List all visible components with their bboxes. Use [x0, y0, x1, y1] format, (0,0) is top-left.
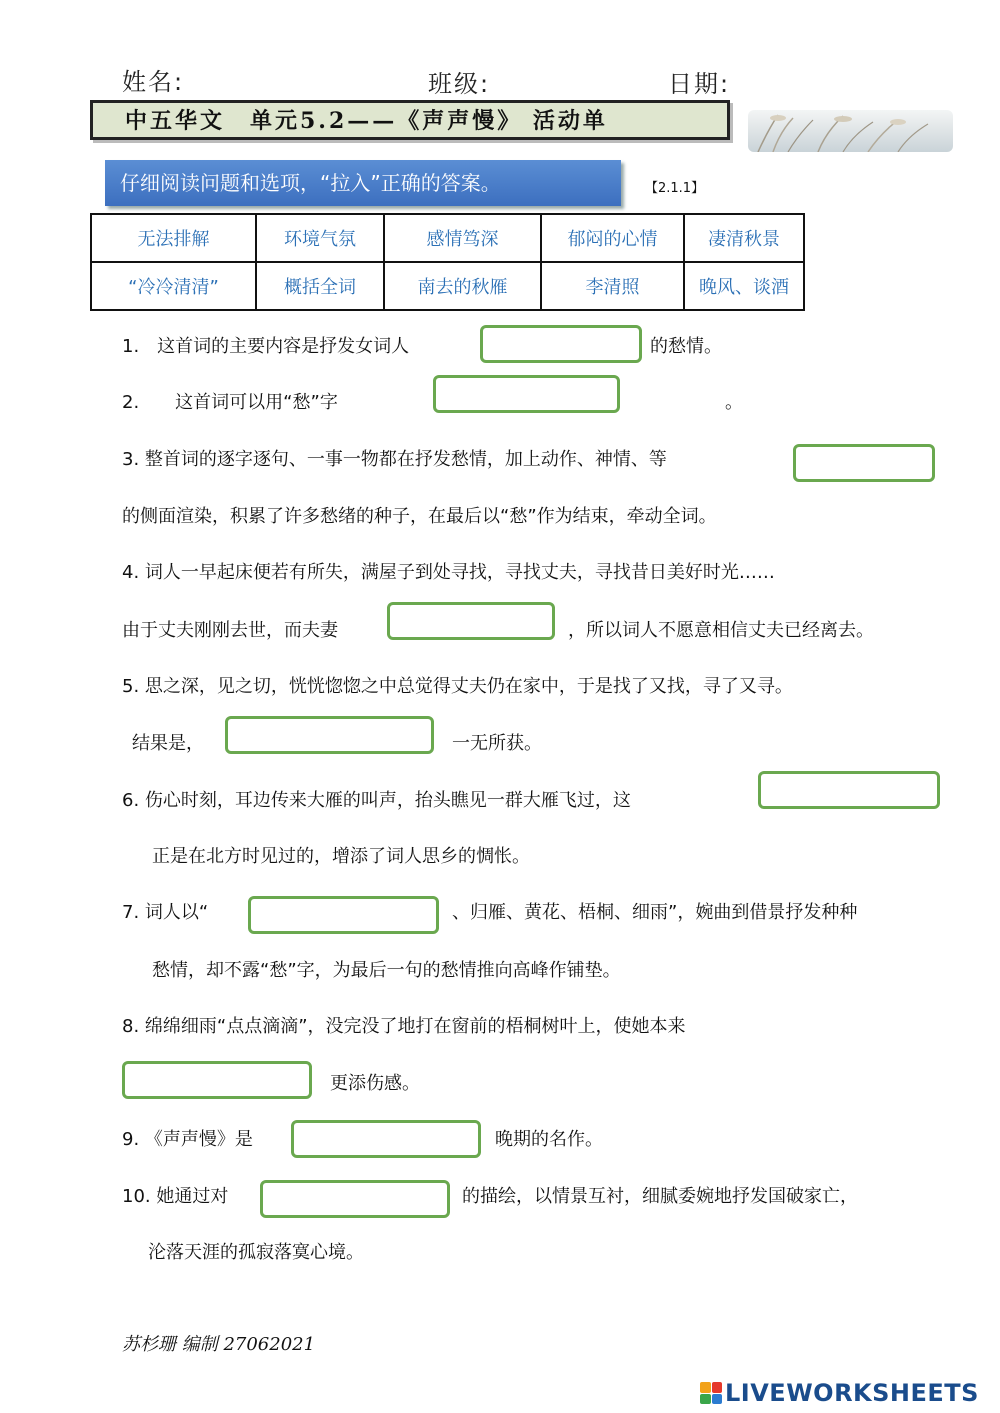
author-credit: 苏杉珊 编制 27062021 — [122, 1334, 316, 1355]
question-9-suffix: 晚期的名作。 — [495, 1129, 603, 1150]
answer-blank-1[interactable] — [480, 325, 642, 363]
date-label: 日期: — [668, 70, 731, 98]
page-title: 中五华文 单元5.2——《声声慢》 活动单 — [125, 108, 608, 134]
instruction-banner: 仔细阅读问题和选项，“拉入”正确的答案。 — [105, 160, 621, 206]
liveworksheets-logo-icon — [700, 1382, 722, 1404]
question-4-text: 4. 词人一早起床便若有所失，满屋子到处寻找，寻找丈夫，寻找昔日美好时光…… — [122, 562, 775, 583]
question-6-continuation: 正是在北方时见过的，增添了词人思乡的惆怅。 — [152, 846, 530, 867]
question-1-suffix: 的愁情。 — [650, 336, 722, 357]
option-item[interactable]: “冷冷清清” — [91, 262, 256, 310]
answer-blank-7[interactable] — [248, 896, 439, 934]
question-7-text: 7. 词人以“ — [122, 902, 209, 923]
liveworksheets-logo[interactable] — [700, 1378, 979, 1408]
question-10-continuation: 沦落天涯的孤寂落寞心境。 — [148, 1242, 364, 1263]
option-item[interactable]: 郁闷的心情 — [541, 214, 684, 262]
question-5-text: 5. 思之深，见之切，恍恍惚惚之中总觉得丈夫仍在家中，于是找了又找，寻了又寻。 — [122, 676, 793, 697]
question-5-line2: 结果是， — [132, 733, 204, 754]
option-item[interactable]: 李清照 — [541, 262, 684, 310]
reed-landscape-image — [748, 110, 953, 152]
answer-options-table — [90, 213, 805, 311]
option-item[interactable]: 概括全词 — [256, 262, 384, 310]
answer-blank-9[interactable] — [291, 1120, 481, 1158]
question-3-text: 3. 整首词的逐字逐句、一事一物都在抒发愁情，加上动作、神情、等 — [122, 449, 667, 470]
question-4-suffix: ，所以词人不愿意相信丈夫已经离去。 — [568, 620, 874, 641]
option-item[interactable]: 环境气氛 — [256, 214, 384, 262]
class-label: 班级: — [428, 70, 491, 98]
question-6-text: 6. 伤心时刻，耳边传来大雁的叫声，抬头瞧见一群大雁飞过，这 — [122, 790, 631, 811]
option-item[interactable]: 南去的秋雁 — [384, 262, 541, 310]
question-10-suffix: 的描绘，以情景互衬，细腻委婉地抒发国破家亡， — [462, 1186, 858, 1207]
answer-blank-2[interactable] — [433, 375, 620, 413]
question-4-line2: 由于丈夫刚刚去世，而夫妻 — [122, 620, 338, 641]
answer-blank-5[interactable] — [225, 716, 434, 754]
option-item[interactable]: 感情笃深 — [384, 214, 541, 262]
option-item[interactable]: 无法排解 — [91, 214, 256, 262]
name-label: 姓名: — [122, 68, 185, 96]
answer-blank-8[interactable] — [122, 1061, 312, 1099]
question-7-suffix: 、归雁、黄花、梧桐、细雨”，婉曲到借景抒发种种 — [452, 902, 858, 923]
question-2-text: 2. 这首词可以用“愁”字 — [122, 392, 338, 413]
question-1-text: 1. 这首词的主要内容是抒发女词人 — [122, 336, 410, 357]
question-10-text: 10. 她通过对 — [122, 1186, 229, 1207]
brand-name: LIVEWORKSHEETS — [725, 1379, 979, 1407]
question-5-suffix: 一无所获。 — [452, 733, 542, 754]
option-item[interactable]: 凄清秋景 — [684, 214, 804, 262]
answer-blank-4[interactable] — [387, 602, 555, 640]
question-8-text: 8. 绵绵细雨“点点滴滴”，没完没了地打在窗前的梧桐树叶上，使她本来 — [122, 1016, 686, 1037]
answer-blank-3[interactable] — [793, 444, 935, 482]
answer-blank-6[interactable] — [758, 771, 940, 809]
question-8-suffix: 更添伤感。 — [330, 1073, 420, 1094]
option-item[interactable]: 晚风、谈酒 — [684, 262, 804, 310]
question-3-continuation: 的侧面渲染，积累了许多愁绪的种子，在最后以“愁”作为结束，牵动全词。 — [122, 506, 717, 527]
question-7-continuation: 愁情，却不露“愁”字，为最后一句的愁情推向高峰作铺垫。 — [152, 960, 621, 981]
standard-code: 【2.1.1】 — [645, 181, 705, 196]
answer-blank-10[interactable] — [260, 1180, 450, 1218]
question-9-text: 9. 《声声慢》是 — [122, 1129, 253, 1150]
question-2-suffix: 。 — [725, 392, 743, 413]
